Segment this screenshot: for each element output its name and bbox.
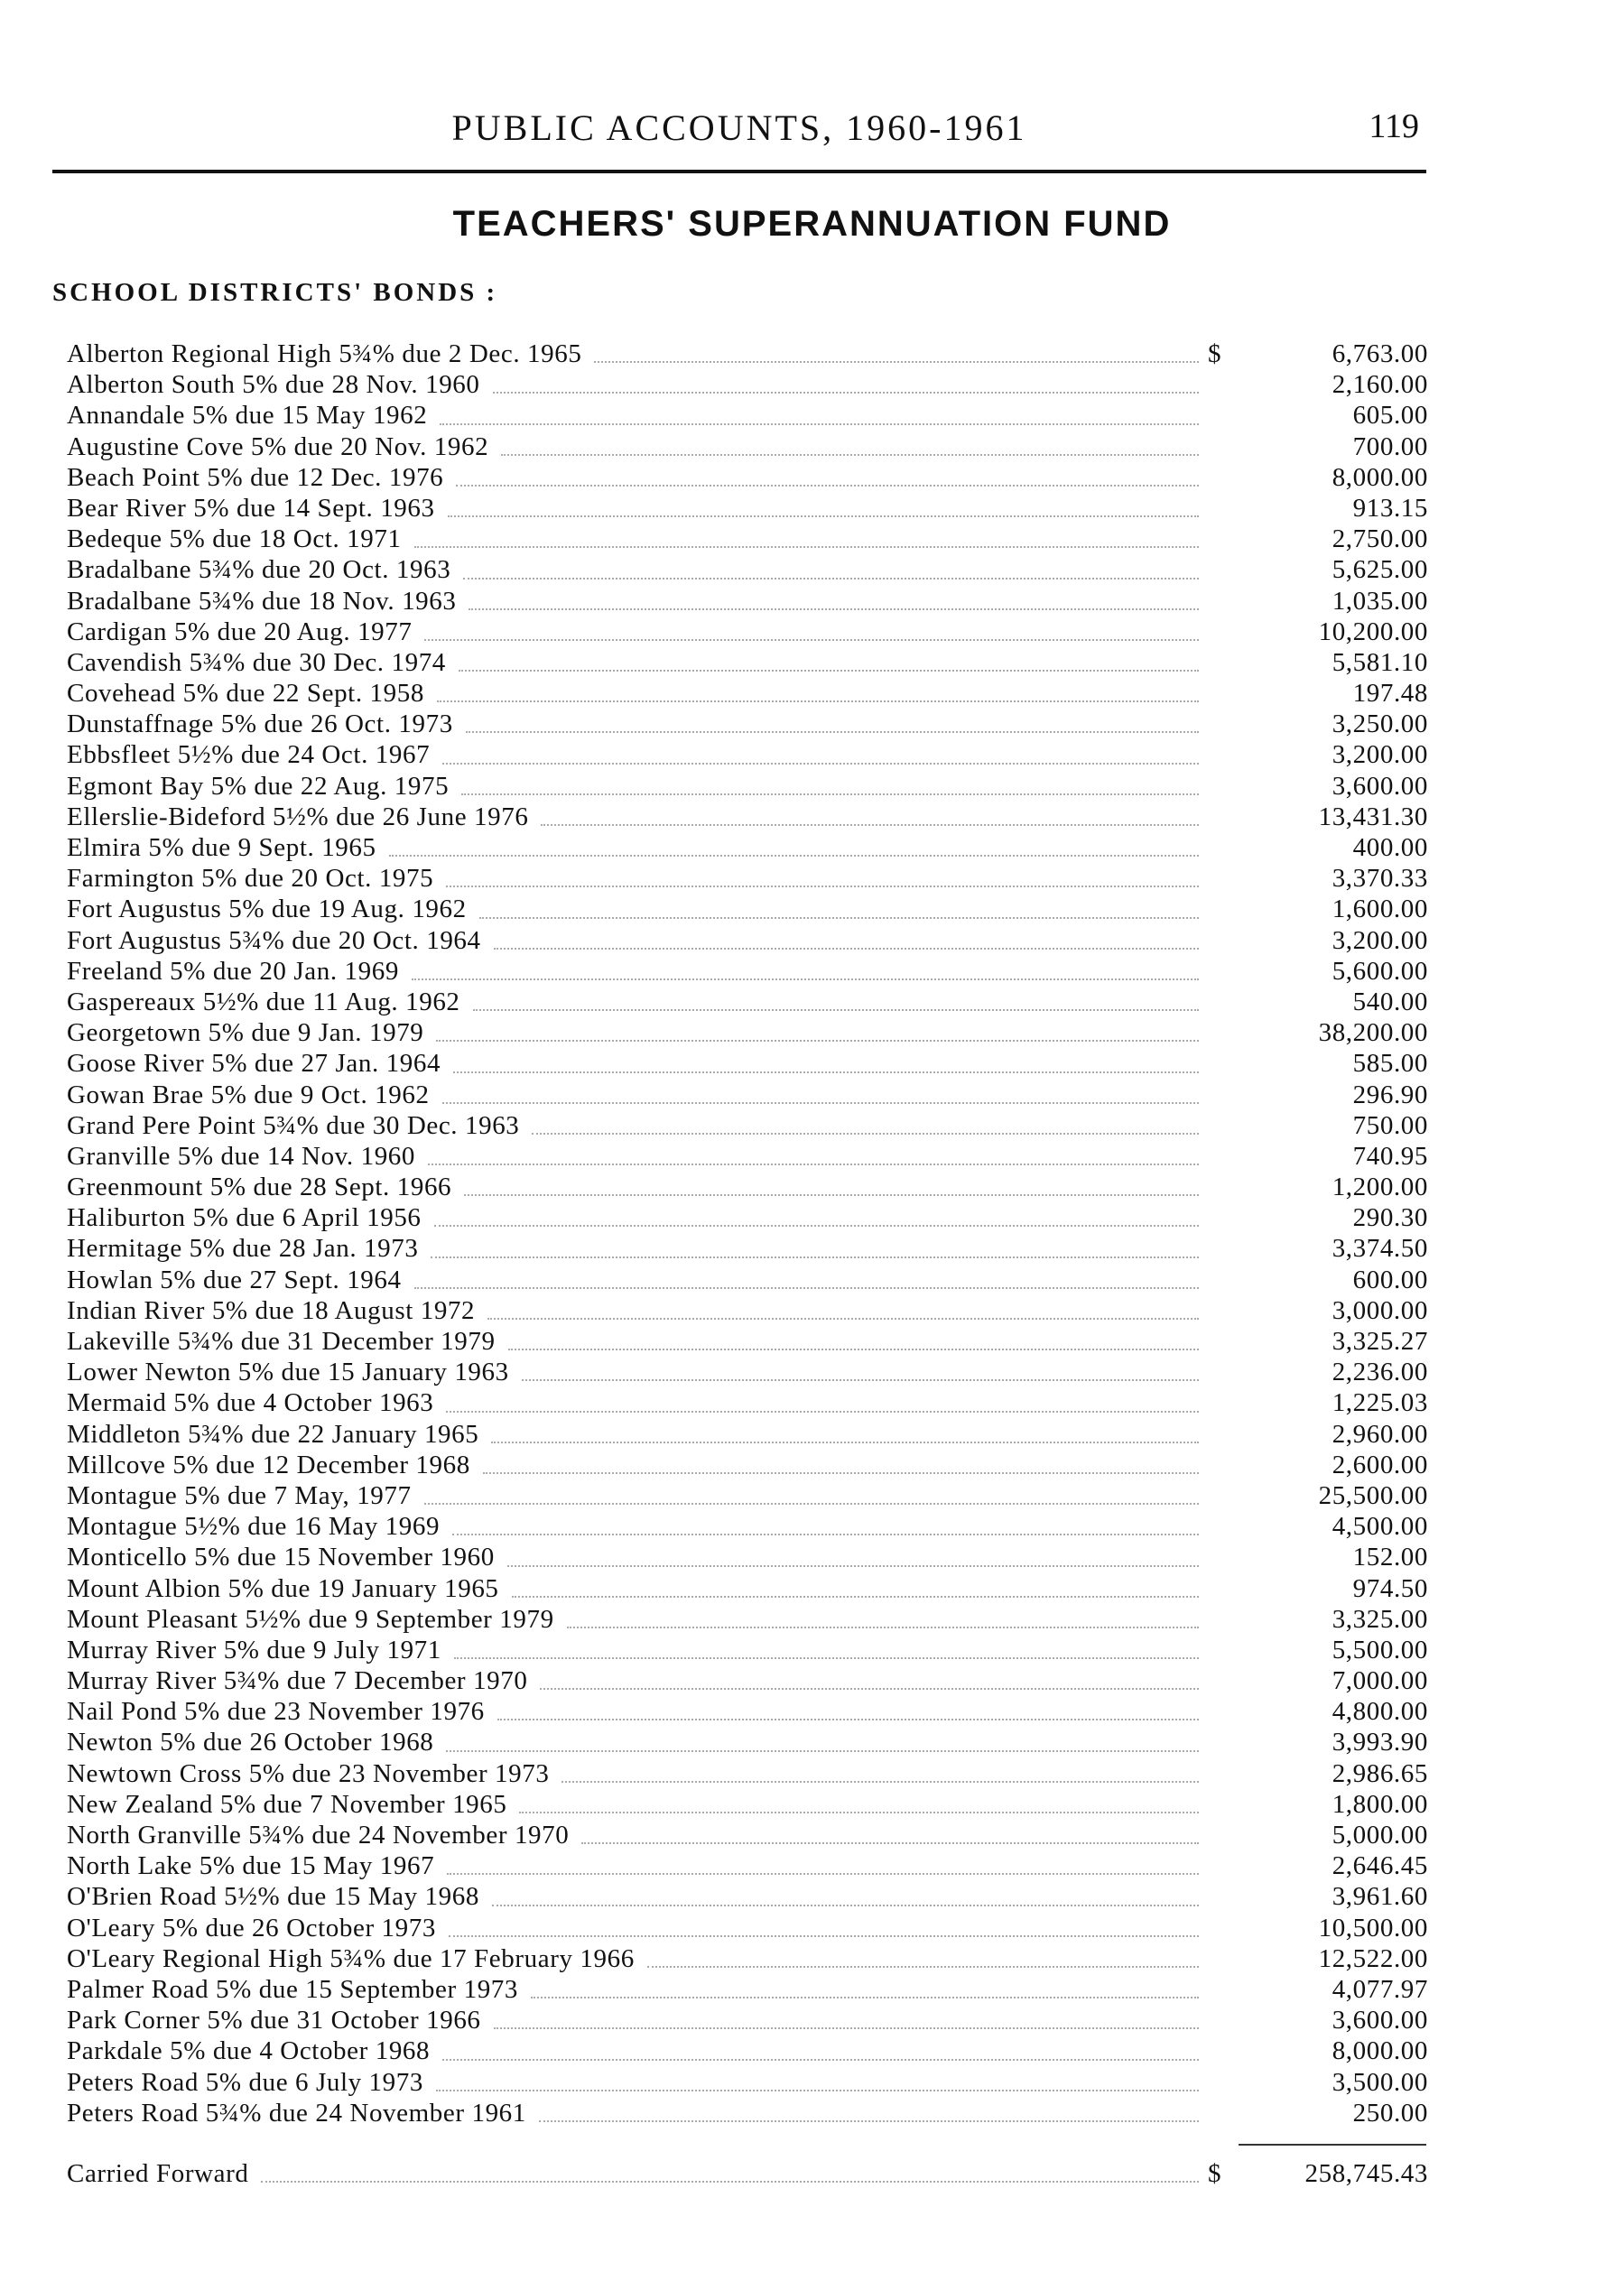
leader-dots bbox=[414, 1287, 1199, 1289]
bond-amount: 290.30 bbox=[1352, 1203, 1428, 1233]
bond-description: Fort Augustus 5% due 19 Aug. 1962 bbox=[67, 895, 467, 924]
bond-amount: 1,800.00 bbox=[1332, 1789, 1428, 1819]
bond-description: Ebbsfleet 5½% due 24 Oct. 1967 bbox=[67, 740, 431, 770]
leader-dots bbox=[424, 1503, 1199, 1505]
bond-row bbox=[67, 2068, 1428, 2099]
bond-description: Alberton South 5% due 28 Nov. 1960 bbox=[67, 370, 480, 400]
bond-description: Beach Point 5% due 12 Dec. 1976 bbox=[67, 462, 444, 492]
leader-dots bbox=[539, 2120, 1199, 2122]
leader-dots bbox=[461, 793, 1199, 795]
bond-amount: 913.15 bbox=[1352, 493, 1428, 523]
bond-row bbox=[67, 1851, 1428, 1882]
bond-description: Mount Albion 5% due 19 January 1965 bbox=[67, 1573, 499, 1603]
bond-amount: 3,600.00 bbox=[1332, 771, 1428, 801]
bond-description: Annandale 5% due 15 May 1962 bbox=[67, 401, 428, 431]
bond-description: Peters Road 5% due 6 July 1973 bbox=[67, 2067, 423, 2097]
bond-amount: 10,200.00 bbox=[1318, 617, 1428, 646]
bond-row bbox=[67, 1543, 1428, 1573]
bond-description: Covehead 5% due 22 Sept. 1958 bbox=[67, 679, 424, 709]
bond-row bbox=[67, 1296, 1428, 1327]
bond-row bbox=[67, 740, 1428, 771]
leader-dots bbox=[561, 1781, 1199, 1783]
bond-amount: 7,000.00 bbox=[1332, 1666, 1428, 1696]
bond-description: Peters Road 5¾% due 24 November 1961 bbox=[67, 2098, 526, 2128]
bond-list bbox=[67, 339, 1428, 2129]
bond-amount: 2,160.00 bbox=[1332, 370, 1428, 400]
total-row bbox=[67, 2159, 1428, 2190]
bond-description: Parkdale 5% due 4 October 1968 bbox=[67, 2036, 431, 2066]
bond-description: Hermitage 5% due 28 Jan. 1973 bbox=[67, 1234, 419, 1264]
leader-dots bbox=[459, 670, 1199, 672]
bond-row bbox=[67, 1882, 1428, 1913]
bond-row bbox=[67, 1944, 1428, 1975]
bond-description: Mount Pleasant 5½% due 9 September 1979 bbox=[67, 1604, 554, 1634]
bond-amount: 3,200.00 bbox=[1332, 925, 1428, 955]
bond-amount: 3,325.00 bbox=[1332, 1604, 1428, 1634]
bond-amount: 10,500.00 bbox=[1318, 1913, 1428, 1943]
total-rule bbox=[1239, 2144, 1426, 2146]
bond-row bbox=[67, 1451, 1428, 1481]
leader-dots bbox=[522, 1379, 1199, 1381]
bond-description: Howlan 5% due 27 Sept. 1964 bbox=[67, 1265, 402, 1294]
bond-description: Fort Augustus 5¾% due 20 Oct. 1964 bbox=[67, 925, 481, 955]
bond-description: Palmer Road 5% due 15 September 1973 bbox=[67, 1974, 519, 2004]
bond-amount: 2,986.65 bbox=[1332, 1758, 1428, 1788]
bond-amount: 400.00 bbox=[1352, 833, 1428, 862]
bond-amount: 5,500.00 bbox=[1332, 1635, 1428, 1664]
bond-description: Monticello 5% due 15 November 1960 bbox=[67, 1543, 495, 1572]
bond-row bbox=[67, 2099, 1428, 2129]
bond-amount: 4,800.00 bbox=[1332, 1697, 1428, 1727]
leader-dots bbox=[261, 2181, 1199, 2183]
leader-dots bbox=[491, 1442, 1199, 1443]
bond-row bbox=[67, 1574, 1428, 1605]
bond-row bbox=[67, 864, 1428, 895]
leader-dots bbox=[531, 1997, 1199, 1998]
bond-amount: 3,250.00 bbox=[1332, 709, 1428, 739]
bond-amount: 3,374.50 bbox=[1332, 1234, 1428, 1264]
bond-row bbox=[67, 709, 1428, 740]
leader-dots bbox=[434, 1225, 1199, 1227]
bond-amount: 3,200.00 bbox=[1332, 740, 1428, 770]
leader-dots bbox=[487, 1318, 1199, 1320]
bond-description: O'Leary 5% due 26 October 1973 bbox=[67, 1913, 436, 1943]
bond-row bbox=[67, 1203, 1428, 1234]
bond-description: Dunstaffnage 5% due 26 Oct. 1973 bbox=[67, 709, 453, 739]
bond-row bbox=[67, 1018, 1428, 1049]
page-header bbox=[52, 107, 1426, 157]
bond-description: Indian River 5% due 18 August 1972 bbox=[67, 1295, 476, 1325]
bond-row bbox=[67, 1080, 1428, 1111]
bond-amount: 5,000.00 bbox=[1332, 1821, 1428, 1850]
leader-dots bbox=[424, 639, 1199, 641]
bond-amount: 197.48 bbox=[1352, 679, 1428, 709]
bond-row bbox=[67, 648, 1428, 679]
bond-row bbox=[67, 772, 1428, 802]
bond-row bbox=[67, 679, 1428, 709]
bond-description: Grand Pere Point 5¾% due 30 Dec. 1963 bbox=[67, 1110, 520, 1140]
bond-amount: 3,000.00 bbox=[1332, 1295, 1428, 1325]
leader-dots bbox=[479, 917, 1199, 919]
running-title: PUBLIC ACCOUNTS, 1960-1961 bbox=[451, 107, 1027, 148]
bond-amount: 5,581.10 bbox=[1332, 647, 1428, 677]
leader-dots bbox=[463, 578, 1199, 580]
leader-dots bbox=[519, 1812, 1199, 1813]
total-label: Carried Forward bbox=[67, 2159, 249, 2188]
header-rule bbox=[52, 170, 1426, 173]
bond-description: Gaspereaux 5½% due 11 Aug. 1962 bbox=[67, 987, 460, 1016]
bond-description: Bear River 5% due 14 Sept. 1963 bbox=[67, 493, 435, 523]
bond-row bbox=[67, 370, 1428, 401]
bond-description: Bradalbane 5¾% due 20 Oct. 1963 bbox=[67, 555, 451, 585]
bond-row bbox=[67, 1388, 1428, 1419]
bond-row bbox=[67, 1666, 1428, 1697]
bond-row bbox=[67, 1975, 1428, 2006]
leader-dots bbox=[541, 824, 1199, 826]
leader-dots bbox=[446, 1750, 1199, 1752]
bond-description: Montague 5% due 7 May, 1977 bbox=[67, 1480, 412, 1510]
bond-amount: 2,646.45 bbox=[1332, 1851, 1428, 1881]
bond-description: Park Corner 5% due 31 October 1966 bbox=[67, 2006, 481, 2035]
leader-dots bbox=[508, 1349, 1199, 1350]
bond-description: Cavendish 5¾% due 30 Dec. 1974 bbox=[67, 647, 446, 677]
leader-dots bbox=[492, 1905, 1199, 1906]
bond-amount: 8,000.00 bbox=[1332, 462, 1428, 492]
currency-symbol: $ bbox=[1208, 2159, 1222, 2188]
bond-amount: 2,600.00 bbox=[1332, 1450, 1428, 1479]
leader-dots bbox=[446, 886, 1199, 887]
bond-row bbox=[67, 1358, 1428, 1388]
bond-description: Augustine Cove 5% due 20 Nov. 1962 bbox=[67, 431, 489, 461]
leader-dots bbox=[497, 1719, 1199, 1720]
bond-description: Haliburton 5% due 6 April 1956 bbox=[67, 1203, 422, 1233]
leader-dots bbox=[493, 392, 1199, 394]
bond-description: Lower Newton 5% due 15 January 1963 bbox=[67, 1358, 509, 1387]
leader-dots bbox=[440, 423, 1199, 425]
leader-dots bbox=[501, 454, 1199, 456]
leader-dots bbox=[456, 485, 1199, 487]
leader-dots bbox=[442, 763, 1199, 765]
bond-row bbox=[67, 1636, 1428, 1666]
page-number: 119 bbox=[1369, 107, 1419, 145]
bond-description: Elmira 5% due 9 Sept. 1965 bbox=[67, 833, 376, 862]
bond-amount: 4,077.97 bbox=[1332, 1974, 1428, 2004]
bond-description: Bedeque 5% due 18 Oct. 1971 bbox=[67, 524, 402, 554]
bond-row bbox=[67, 401, 1428, 431]
bond-row bbox=[67, 1111, 1428, 1142]
bond-row bbox=[67, 1605, 1428, 1636]
bond-row bbox=[67, 2036, 1428, 2067]
bond-description: O'Brien Road 5½% due 15 May 1968 bbox=[67, 1882, 479, 1912]
leader-dots bbox=[452, 1534, 1199, 1535]
bond-row bbox=[67, 1142, 1428, 1173]
bond-row bbox=[67, 1697, 1428, 1728]
bond-row bbox=[67, 1420, 1428, 1451]
bond-description: Bradalbane 5¾% due 18 Nov. 1963 bbox=[67, 586, 457, 616]
bond-amount: 152.00 bbox=[1352, 1543, 1428, 1572]
bond-row bbox=[67, 339, 1428, 370]
bond-amount: 605.00 bbox=[1352, 401, 1428, 431]
bond-description: North Granville 5¾% due 24 November 1970 bbox=[67, 1821, 570, 1850]
leader-dots bbox=[464, 1194, 1199, 1196]
bond-description: Mermaid 5% due 4 October 1963 bbox=[67, 1388, 434, 1418]
leader-dots bbox=[647, 1966, 1199, 1968]
bond-row bbox=[67, 1512, 1428, 1543]
leader-dots bbox=[448, 515, 1199, 517]
leader-dots bbox=[389, 855, 1199, 857]
leader-dots bbox=[442, 1102, 1199, 1104]
bond-amount: 600.00 bbox=[1352, 1265, 1428, 1294]
bond-description: Lakeville 5¾% due 31 December 1979 bbox=[67, 1327, 496, 1356]
bond-amount: 540.00 bbox=[1352, 987, 1428, 1016]
bond-amount: 740.95 bbox=[1352, 1141, 1428, 1171]
bond-row bbox=[67, 895, 1428, 925]
bond-amount: 2,960.00 bbox=[1332, 1419, 1428, 1449]
bond-row bbox=[67, 463, 1428, 494]
leader-dots bbox=[507, 1565, 1199, 1567]
leader-dots bbox=[473, 1009, 1199, 1011]
bond-row bbox=[67, 1728, 1428, 1758]
leader-dots bbox=[469, 608, 1199, 610]
leader-dots bbox=[453, 1071, 1199, 1073]
bond-description: Georgetown 5% due 9 Jan. 1979 bbox=[67, 1018, 424, 1048]
bond-description: Gowan Brae 5% due 9 Oct. 1962 bbox=[67, 1080, 430, 1109]
bond-row bbox=[67, 2006, 1428, 2036]
bond-row bbox=[67, 1821, 1428, 1851]
bond-description: Egmont Bay 5% due 22 Aug. 1975 bbox=[67, 771, 450, 801]
bond-description: Ellerslie-Bideford 5½% due 26 June 1976 bbox=[67, 802, 529, 831]
bond-row bbox=[67, 1173, 1428, 1203]
leader-dots bbox=[414, 546, 1199, 548]
leader-dots bbox=[494, 2027, 1199, 2029]
bond-amount: 700.00 bbox=[1352, 431, 1428, 461]
bond-amount: 12,522.00 bbox=[1318, 1943, 1428, 1973]
section-subheading: SCHOOL DISTRICTS' BONDS : bbox=[52, 278, 498, 307]
bond-amount: 1,600.00 bbox=[1332, 895, 1428, 924]
bond-amount: 6,763.00 bbox=[1332, 339, 1428, 368]
leader-dots bbox=[428, 1164, 1199, 1165]
currency-symbol: $ bbox=[1208, 339, 1222, 368]
bond-description: Montague 5½% due 16 May 1969 bbox=[67, 1512, 441, 1542]
bond-amount: 3,993.90 bbox=[1332, 1728, 1428, 1757]
bond-description: Alberton Regional High 5¾% due 2 Dec. 1965 bbox=[67, 339, 582, 368]
bond-row bbox=[67, 1790, 1428, 1821]
leader-dots bbox=[412, 978, 1199, 980]
bond-amount: 1,225.03 bbox=[1332, 1388, 1428, 1418]
bond-row bbox=[67, 833, 1428, 864]
leader-dots bbox=[512, 1596, 1199, 1598]
bond-row bbox=[67, 957, 1428, 988]
bond-amount: 13,431.30 bbox=[1318, 802, 1428, 831]
bond-row bbox=[67, 524, 1428, 555]
bond-description: Nail Pond 5% due 23 November 1976 bbox=[67, 1697, 485, 1727]
bond-amount: 1,035.00 bbox=[1332, 586, 1428, 616]
bond-amount: 2,236.00 bbox=[1332, 1358, 1428, 1387]
bond-description: Greenmount 5% due 28 Sept. 1966 bbox=[67, 1173, 452, 1202]
bond-description: Newtown Cross 5% due 23 November 1973 bbox=[67, 1758, 550, 1788]
bond-description: Cardigan 5% due 20 Aug. 1977 bbox=[67, 617, 413, 646]
bond-description: Murray River 5¾% due 7 December 1970 bbox=[67, 1666, 528, 1696]
leader-dots bbox=[449, 1935, 1199, 1937]
leader-dots bbox=[494, 948, 1199, 950]
bond-description: Farmington 5% due 20 Oct. 1975 bbox=[67, 864, 434, 894]
bond-amount: 5,600.00 bbox=[1332, 956, 1428, 986]
bond-description: Middleton 5¾% due 22 January 1965 bbox=[67, 1419, 479, 1449]
bond-description: Murray River 5% due 9 July 1971 bbox=[67, 1635, 441, 1664]
bond-description: New Zealand 5% due 7 November 1965 bbox=[67, 1789, 507, 1819]
bond-row bbox=[67, 432, 1428, 463]
leader-dots bbox=[436, 1040, 1199, 1042]
bond-row bbox=[67, 1914, 1428, 1944]
bond-row bbox=[67, 1327, 1428, 1358]
page-title: TEACHERS' SUPERANNUATION FUND bbox=[452, 204, 1172, 244]
leader-dots bbox=[466, 731, 1199, 733]
leader-dots bbox=[446, 1411, 1199, 1413]
bond-description: Freeland 5% due 20 Jan. 1969 bbox=[67, 956, 399, 986]
leader-dots bbox=[581, 1842, 1199, 1844]
bond-row bbox=[67, 1481, 1428, 1512]
bond-row bbox=[67, 988, 1428, 1018]
leader-dots bbox=[431, 1256, 1199, 1258]
bond-row bbox=[67, 587, 1428, 617]
bond-amount: 8,000.00 bbox=[1332, 2036, 1428, 2066]
leader-dots bbox=[567, 1627, 1199, 1628]
bond-description: Millcove 5% due 12 December 1968 bbox=[67, 1450, 470, 1479]
bond-amount: 38,200.00 bbox=[1318, 1018, 1428, 1048]
bond-row bbox=[67, 494, 1428, 524]
bond-amount: 25,500.00 bbox=[1318, 1480, 1428, 1510]
bond-row bbox=[67, 555, 1428, 586]
total-amount: 258,745.43 bbox=[1304, 2159, 1428, 2188]
bond-row bbox=[67, 617, 1428, 648]
leader-dots bbox=[447, 1873, 1199, 1875]
bond-amount: 3,370.33 bbox=[1332, 864, 1428, 894]
bond-description: Newton 5% due 26 October 1968 bbox=[67, 1728, 434, 1757]
leader-dots bbox=[454, 1657, 1199, 1659]
bond-row bbox=[67, 1266, 1428, 1296]
leader-dots bbox=[436, 2090, 1199, 2091]
leader-dots bbox=[437, 700, 1199, 702]
bond-row bbox=[67, 926, 1428, 957]
leader-dots bbox=[532, 1133, 1199, 1135]
bond-amount: 4,500.00 bbox=[1332, 1512, 1428, 1542]
bond-description: Granville 5% due 14 Nov. 1960 bbox=[67, 1141, 416, 1171]
leader-dots bbox=[594, 361, 1199, 363]
bond-amount: 5,625.00 bbox=[1332, 555, 1428, 585]
bond-description: O'Leary Regional High 5¾% due 17 February 1966 bbox=[67, 1943, 635, 1973]
bond-amount: 750.00 bbox=[1352, 1110, 1428, 1140]
leader-dots bbox=[540, 1688, 1199, 1690]
bond-amount: 1,200.00 bbox=[1332, 1173, 1428, 1202]
bond-amount: 2,750.00 bbox=[1332, 524, 1428, 554]
bond-row bbox=[67, 802, 1428, 833]
bond-description: Goose River 5% due 27 Jan. 1964 bbox=[67, 1049, 441, 1079]
bond-amount: 3,961.60 bbox=[1332, 1882, 1428, 1912]
bond-row bbox=[67, 1759, 1428, 1790]
bond-amount: 3,325.27 bbox=[1332, 1327, 1428, 1356]
bond-amount: 296.90 bbox=[1352, 1080, 1428, 1109]
bond-description: North Lake 5% due 15 May 1967 bbox=[67, 1851, 435, 1881]
bond-amount: 585.00 bbox=[1352, 1049, 1428, 1079]
bond-amount: 3,500.00 bbox=[1332, 2067, 1428, 2097]
leader-dots bbox=[483, 1472, 1199, 1474]
leader-dots bbox=[442, 2059, 1199, 2061]
bond-row bbox=[67, 1234, 1428, 1265]
bond-amount: 974.50 bbox=[1352, 1573, 1428, 1603]
bond-amount: 250.00 bbox=[1352, 2098, 1428, 2128]
bond-row bbox=[67, 1049, 1428, 1080]
bond-amount: 3,600.00 bbox=[1332, 2006, 1428, 2035]
